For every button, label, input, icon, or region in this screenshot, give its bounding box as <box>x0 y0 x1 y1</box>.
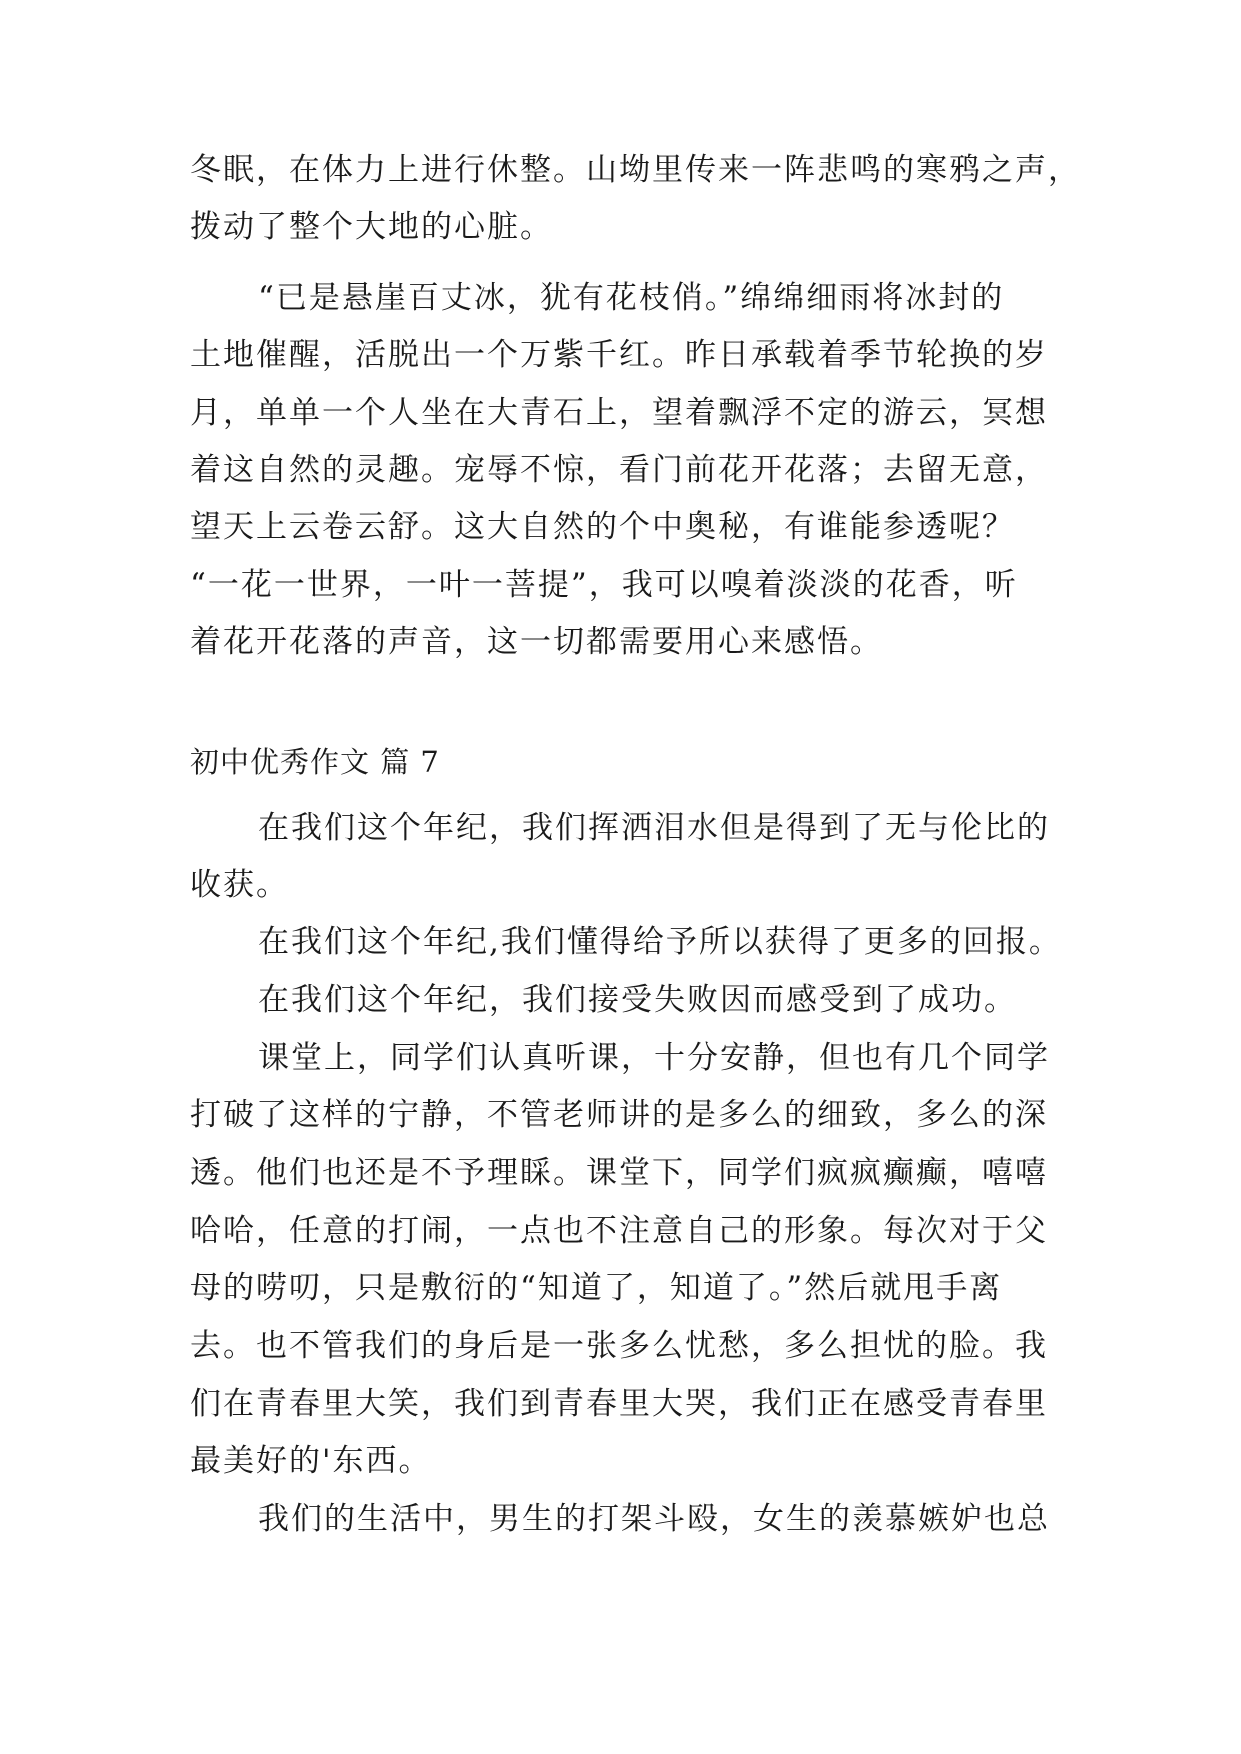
text-line: 们在青春里大笑，我们到青春里大哭，我们正在感受青春里 <box>190 1386 1048 1422</box>
text-line: 最美好的'东西。 <box>190 1443 432 1479</box>
paragraph-start-line: 在我们这个年纪，我们挥洒泪水但是得到了无与伦比的 <box>258 810 1050 846</box>
paragraph-start-line: 在我们这个年纪，我们接受失败因而感受到了成功。 <box>258 982 1017 1018</box>
text-line: 透。他们也还是不予理睬。课堂下，同学们疯疯癫癫，嘻嘻 <box>190 1155 1048 1191</box>
paragraph-start-line: 课堂上，同学们认真听课，十分安静，但也有几个同学 <box>258 1040 1050 1076</box>
text-line: 去。也不管我们的身后是一张多么忧愁，多么担忧的脸。我 <box>190 1328 1048 1364</box>
section-heading: 初中优秀作文 篇 7 <box>190 745 440 779</box>
text-line: 母的唠叨，只是敷衍的“知道了，知道了。”然后就甩手离 <box>190 1270 1003 1306</box>
paragraph-start-line: 我们的生活中，男生的打架斗殴，女生的羡慕嫉妒也总 <box>258 1501 1050 1537</box>
text-line: 拨动了整个大地的心脏。 <box>190 209 553 245</box>
text-line: 冬眠，在体力上进行休整。山坳里传来一阵悲鸣的寒鸦之声， <box>190 152 1081 188</box>
text-line: 月，单单一个人坐在大青石上，望着飘浮不定的游云，冥想 <box>190 395 1048 431</box>
paragraph-start-line: 在我们这个年纪,我们懂得给予所以获得了更多的回报。 <box>258 924 1062 960</box>
text-line: 望天上云卷云舒。这大自然的个中奥秘，有谁能参透呢？ <box>190 509 1015 545</box>
paragraph-start-line: “已是悬崖百丈冰，犹有花枝俏。”绵绵细雨将冰封的 <box>258 280 1005 316</box>
text-line: 收获。 <box>190 867 289 903</box>
text-line: 打破了这样的宁静，不管老师讲的是多么的细致，多么的深 <box>190 1097 1048 1133</box>
text-line: 着花开花落的声音，这一切都需要用心来感悟。 <box>190 624 883 660</box>
text-line: “一花一世界，一叶一菩提”，我可以嗅着淡淡的花香，听 <box>190 567 1018 603</box>
text-line: 着这自然的灵趣。宠辱不惊，看门前花开花落；去留无意， <box>190 452 1048 488</box>
text-line: 土地催醒，活脱出一个万紫千红。昨日承载着季节轮换的岁 <box>190 337 1048 373</box>
text-line: 哈哈，任意的打闹，一点也不注意自己的形象。每次对于父 <box>190 1213 1048 1249</box>
